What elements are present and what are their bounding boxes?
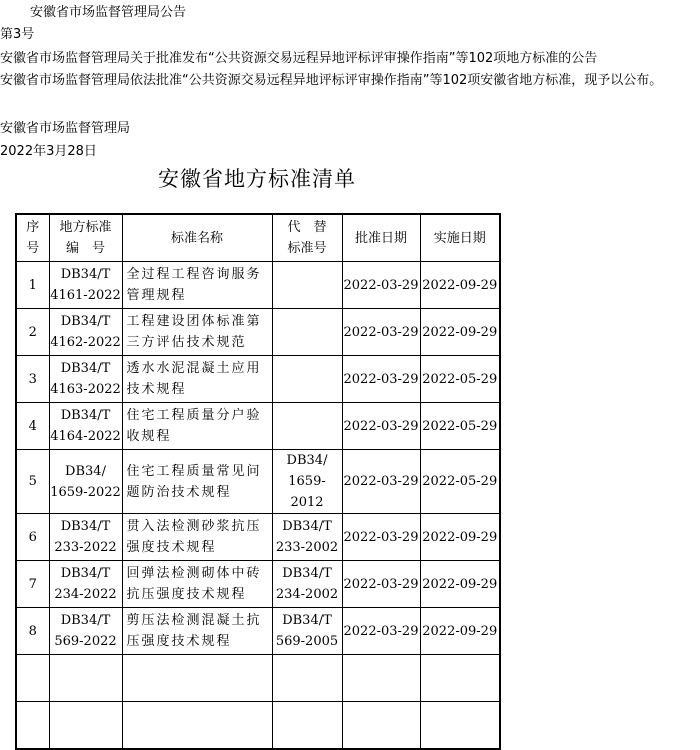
header-code: 地方标准 编 号: [49, 214, 122, 262]
cell-effective-date: 2022-05-29: [420, 450, 500, 514]
cell-approve-date: 2022-03-29: [342, 608, 420, 655]
cell-replace: [272, 356, 342, 403]
cell-name: 贯入法检测砂浆抗压 强度技术规程: [122, 514, 272, 561]
cell-code: DB34/T 4161-2022: [49, 262, 122, 309]
cell-seq: 4: [16, 403, 49, 450]
header-approve-date: 批准日期: [342, 214, 420, 262]
cell-effective-date: 2022-09-29: [420, 262, 500, 309]
header-effective-date: 实施日期: [420, 214, 500, 262]
list-title: 安徽省地方标准清单: [158, 167, 356, 191]
cell-effective-date: 2022-09-29: [420, 514, 500, 561]
cell-approve-date: 2022-03-29: [342, 450, 420, 514]
notice-subject: 安徽省市场监督管理局关于批准发布“公共资源交易远程异地评标评审操作指南”等102项地方标准的公告: [0, 51, 598, 66]
notice-body: 安徽省市场监督管理局依法批准“公共资源交易远程异地评标评审操作指南”等102项安徽省地方标准，现予以公布。: [0, 73, 663, 88]
empty-cell: [16, 702, 49, 750]
cell-name: 剪压法检测混凝土抗 压强度技术规程: [122, 608, 272, 655]
cell-code: DB34/T 569-2022: [49, 608, 122, 655]
cell-name: 全过程工程咨询服务 管理规程: [122, 262, 272, 309]
cell-replace: [272, 262, 342, 309]
cell-effective-date: 2022-09-29: [420, 309, 500, 356]
cell-approve-date: 2022-03-29: [342, 262, 420, 309]
empty-cell: [49, 655, 122, 702]
table-row-empty: [16, 702, 500, 750]
cell-code: DB34/ 1659-2022: [49, 450, 122, 514]
cell-name: 透水水泥混凝土应用 技术规程: [122, 356, 272, 403]
notice-publisher: 安徽省市场监督管理局公告: [30, 5, 187, 20]
cell-code: DB34/T 4163-2022: [49, 356, 122, 403]
table-row: [16, 262, 500, 309]
cell-seq: 6: [16, 514, 49, 561]
cell-code: DB34/T 233-2022: [49, 514, 122, 561]
empty-cell: [272, 702, 342, 750]
cell-replace: DB34/T 233-2002: [272, 514, 342, 561]
cell-replace: [272, 403, 342, 450]
cell-name: 住宅工程质量常见问 题防治技术规程: [122, 450, 272, 514]
cell-name: 回弹法检测砌体中砖 抗压强度技术规程: [122, 561, 272, 608]
cell-name: 工程建设团体标准第 三方评估技术规范: [122, 309, 272, 356]
table-row-empty: [16, 655, 500, 702]
header-replace: 代 替 标准号: [272, 214, 342, 262]
cell-replace: [272, 309, 342, 356]
table-row: [16, 608, 500, 655]
cell-replace: DB34/ 1659-2012: [272, 450, 342, 514]
cell-seq: 1: [16, 262, 49, 309]
cell-code: DB34/T 4162-2022: [49, 309, 122, 356]
cell-seq: 2: [16, 309, 49, 356]
empty-cell: [342, 655, 420, 702]
table-header-row: [16, 214, 500, 262]
empty-cell: [420, 702, 500, 750]
cell-approve-date: 2022-03-29: [342, 309, 420, 356]
header-name: 标准名称: [122, 214, 272, 262]
standards-table: [15, 213, 501, 750]
notice-date: 2022年3月28日: [0, 144, 97, 159]
cell-effective-date: 2022-09-29: [420, 561, 500, 608]
cell-seq: 8: [16, 608, 49, 655]
empty-cell: [420, 655, 500, 702]
cell-seq: 3: [16, 356, 49, 403]
cell-effective-date: 2022-05-29: [420, 356, 500, 403]
cell-effective-date: 2022-05-29: [420, 403, 500, 450]
cell-approve-date: 2022-03-29: [342, 356, 420, 403]
cell-name: 住宅工程质量分户验 收规程: [122, 403, 272, 450]
cell-seq: 5: [16, 450, 49, 514]
cell-replace: DB34/T 234-2002: [272, 561, 342, 608]
cell-effective-date: 2022-09-29: [420, 608, 500, 655]
notice-signature: 安徽省市场监督管理局: [0, 121, 131, 136]
cell-approve-date: 2022-03-29: [342, 403, 420, 450]
empty-cell: [272, 655, 342, 702]
table-row: [16, 403, 500, 450]
notice-number: 第3号: [0, 27, 35, 42]
table-row: [16, 514, 500, 561]
cell-seq: 7: [16, 561, 49, 608]
table-row: [16, 356, 500, 403]
cell-code: DB34/T 4164-2022: [49, 403, 122, 450]
table-row: [16, 309, 500, 356]
cell-approve-date: 2022-03-29: [342, 514, 420, 561]
empty-cell: [49, 702, 122, 750]
cell-code: DB34/T 234-2022: [49, 561, 122, 608]
table-row: [16, 561, 500, 608]
cell-approve-date: 2022-03-29: [342, 561, 420, 608]
header-seq: 序 号: [16, 214, 49, 262]
empty-cell: [122, 655, 272, 702]
empty-cell: [122, 702, 272, 750]
empty-cell: [16, 655, 49, 702]
empty-cell: [342, 702, 420, 750]
table-row: [16, 450, 500, 514]
cell-replace: DB34/T 569-2005: [272, 608, 342, 655]
